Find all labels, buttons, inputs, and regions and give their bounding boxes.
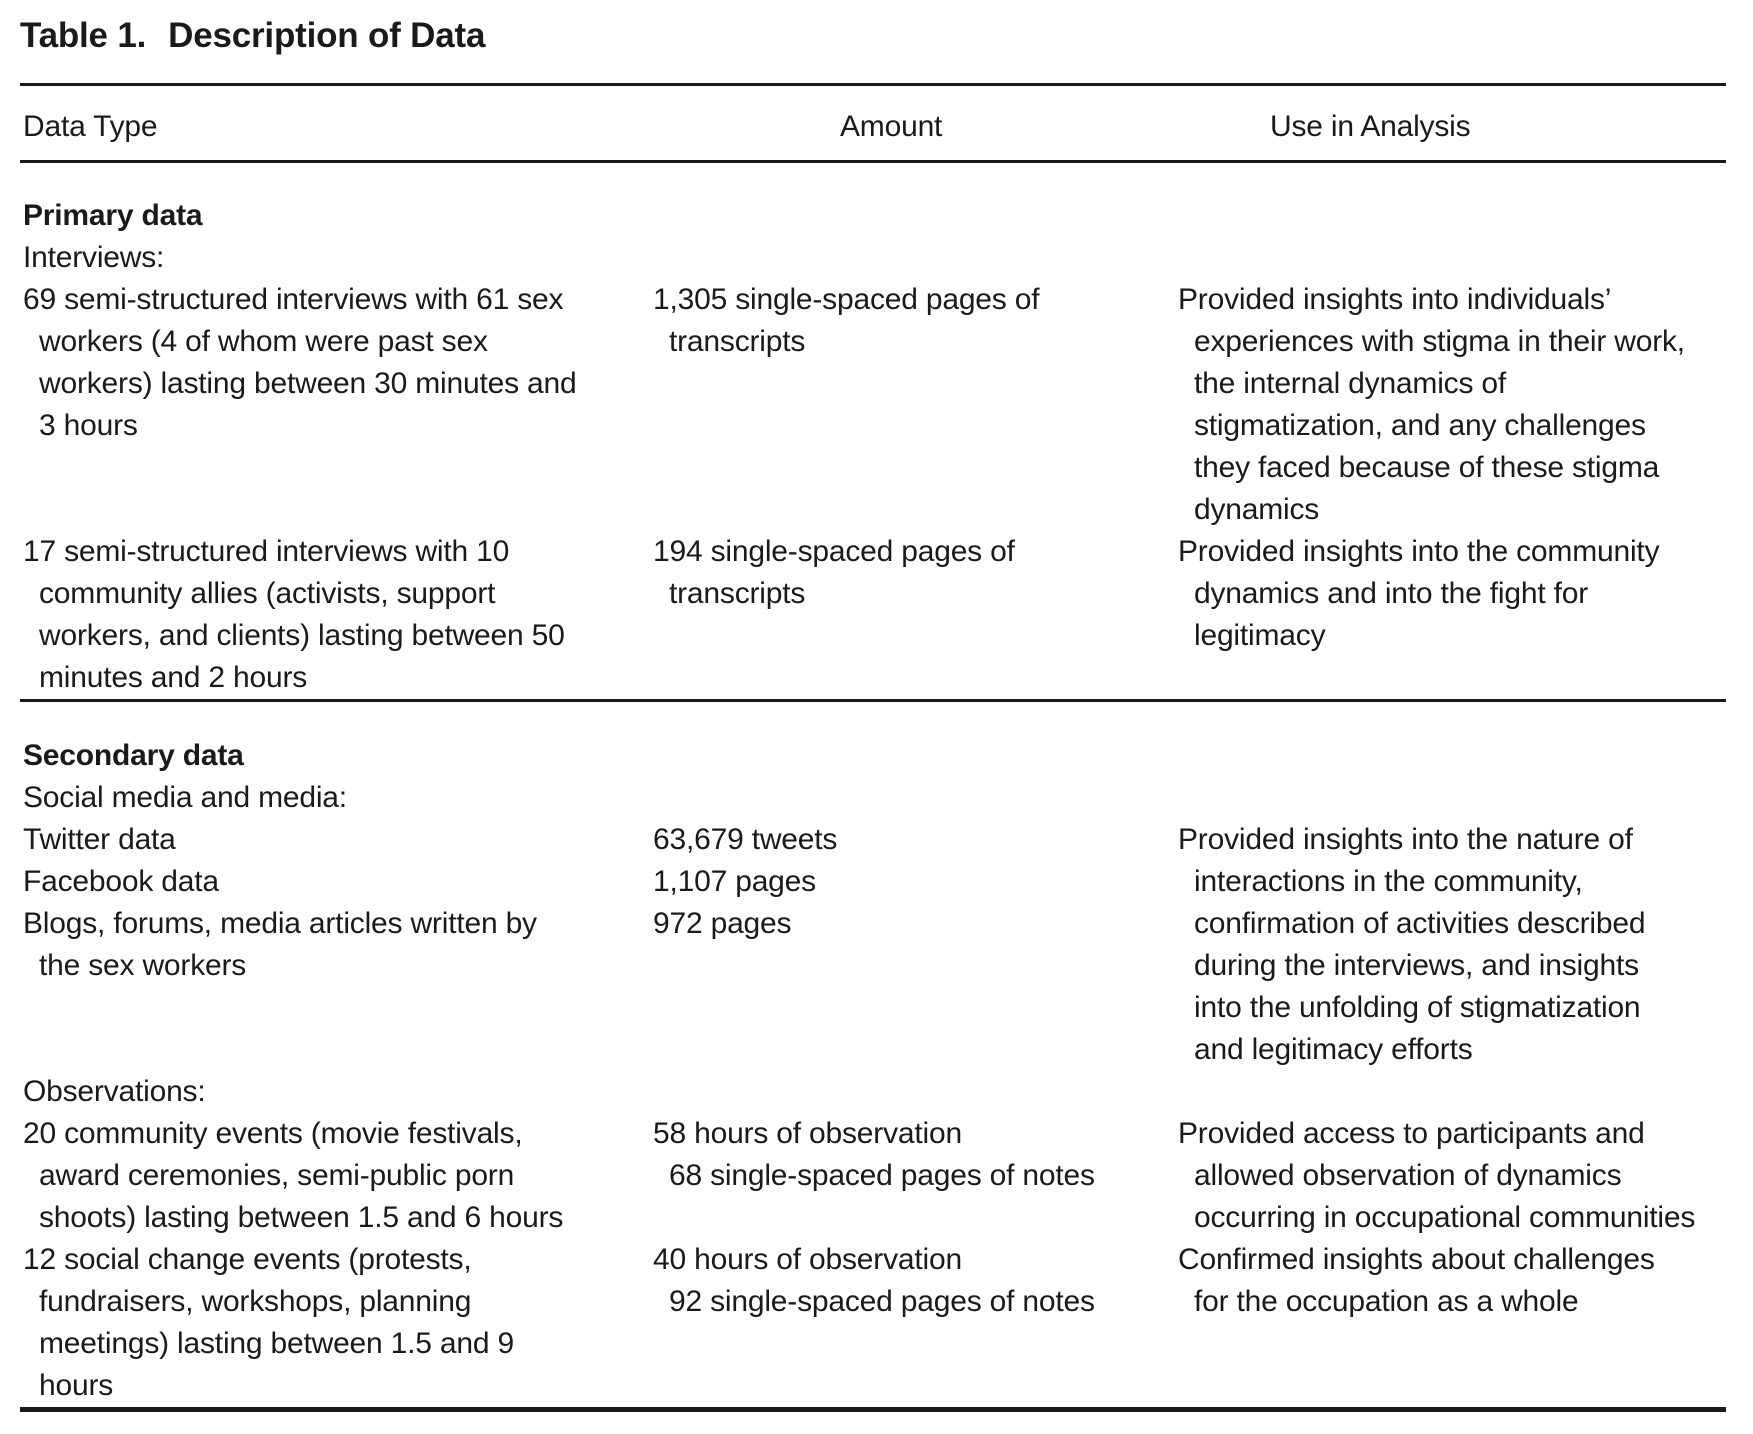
table-row [20, 1239, 1726, 1407]
text-line: workers (4 of whom were past sex [39, 325, 488, 358]
cell-data-type [20, 903, 653, 987]
text-line: community allies (activists, support [39, 577, 496, 610]
table-number: Table 1. [20, 16, 147, 55]
text-line: 12 social change events (protests, [23, 1243, 472, 1276]
text-line: Blogs, forums, media articles written by [23, 907, 537, 940]
text-line: Facebook data [23, 865, 219, 898]
text-line: legitimacy [1194, 619, 1326, 652]
text-line: 92 single-spaced pages of notes [669, 1285, 1095, 1318]
text-line: during the interviews, and insights [1194, 949, 1639, 982]
cell-use-in-analysis [1178, 1113, 1726, 1239]
table-caption: Description of Data [168, 16, 486, 55]
text-line: minutes and 2 hours [39, 661, 308, 694]
text-line: confirmation of activities described [1194, 907, 1646, 940]
text-line: they faced because of these stigma [1194, 451, 1660, 484]
table-header-row [20, 86, 1726, 160]
group-label-social-media: Social media and media: [23, 781, 347, 814]
group-social-media-rows [20, 819, 1726, 1071]
section-secondary-data [20, 702, 1726, 1407]
section-primary-data [20, 163, 1726, 699]
cell-use-in-analysis [1178, 819, 1726, 1071]
text-line: the internal dynamics of [1194, 367, 1507, 400]
cell-amount [653, 903, 1178, 945]
text-line: 972 pages [653, 907, 792, 940]
text-line: 3 hours [39, 409, 138, 442]
text-line: 17 semi-structured interviews with 10 [23, 535, 510, 568]
cell-data-type [20, 1239, 653, 1407]
text-line: 63,679 tweets [653, 823, 838, 856]
text-line: Provided insights into individuals’ [1178, 283, 1612, 316]
group-label-observations: Observations: [23, 1075, 206, 1108]
text-line: interactions in the community, [1194, 865, 1583, 898]
text-line: 20 community events (movie festivals, [23, 1117, 523, 1150]
text-line: dynamics [1194, 493, 1320, 526]
text-line: 194 single-spaced pages of [653, 535, 1015, 568]
text-line: 68 single-spaced pages of notes [669, 1159, 1095, 1192]
text-line: Confirmed insights about challenges [1178, 1243, 1655, 1276]
text-line: 1,107 pages [653, 865, 816, 898]
cell-data-type [20, 1113, 653, 1239]
text-line: transcripts [669, 325, 806, 358]
text-line: 1,305 single-spaced pages of [653, 283, 1040, 316]
text-line: Twitter data [23, 823, 176, 856]
cell-data-type [20, 861, 653, 903]
cell-amount [653, 861, 1178, 903]
column-header-use-in-analysis: Use in Analysis [1270, 110, 1471, 143]
text-line: stigmatization, and any challenges [1194, 409, 1646, 442]
cell-use-in-analysis [1178, 279, 1726, 531]
text-line: the sex workers [39, 949, 247, 982]
text-line: workers, and clients) lasting between 50 [39, 619, 565, 652]
cell-amount [653, 1113, 1178, 1197]
cell-data-type [20, 819, 653, 861]
text-line: workers) lasting between 30 minutes and [39, 367, 577, 400]
cell-amount [653, 819, 1178, 861]
text-line: 69 semi-structured interviews with 61 sex [23, 283, 564, 316]
text-line: dynamics and into the fight for [1194, 577, 1589, 610]
text-line: transcripts [669, 577, 806, 610]
text-line: award ceremonies, semi-public porn [39, 1159, 515, 1192]
cell-data-type [20, 279, 653, 447]
group-label-interviews: Interviews: [23, 241, 165, 274]
section-heading: Primary data [23, 199, 203, 232]
cell-amount [653, 531, 1178, 615]
text-line: occurring in occupational communities [1194, 1201, 1696, 1234]
text-line: Provided insights into the community [1178, 535, 1660, 568]
cell-use-in-analysis [1178, 531, 1726, 657]
cell-data-type [20, 531, 653, 699]
text-line: allowed observation of dynamics [1194, 1159, 1622, 1192]
table-row [20, 279, 1726, 531]
table-row [20, 1113, 1726, 1239]
text-line: into the unfolding of stigmatization [1194, 991, 1641, 1024]
column-header-data-type: Data Type [23, 110, 158, 143]
column-header-amount: Amount [840, 110, 943, 143]
text-line: Provided insights into the nature of [1178, 823, 1633, 856]
text-line: experiences with stigma in their work, [1194, 325, 1685, 358]
text-line: fundraisers, workshops, planning [39, 1285, 472, 1318]
table-row [20, 531, 1726, 699]
text-line: 40 hours of observation [653, 1243, 962, 1276]
text-line: meetings) lasting between 1.5 and 9 [39, 1327, 514, 1360]
table-title [20, 0, 1726, 59]
text-line: shoots) lasting between 1.5 and 6 hours [39, 1201, 564, 1234]
bottom-rule [20, 1407, 1726, 1412]
text-line: Provided access to participants and [1178, 1117, 1645, 1150]
text-line: hours [39, 1369, 114, 1402]
cell-amount [653, 279, 1178, 363]
text-line: and legitimacy efforts [1194, 1033, 1473, 1066]
cell-use-in-analysis [1178, 1239, 1726, 1323]
cell-amount [653, 1239, 1178, 1323]
section-heading: Secondary data [23, 739, 244, 772]
text-line: 58 hours of observation [653, 1117, 962, 1150]
text-line: for the occupation as a whole [1194, 1285, 1579, 1318]
